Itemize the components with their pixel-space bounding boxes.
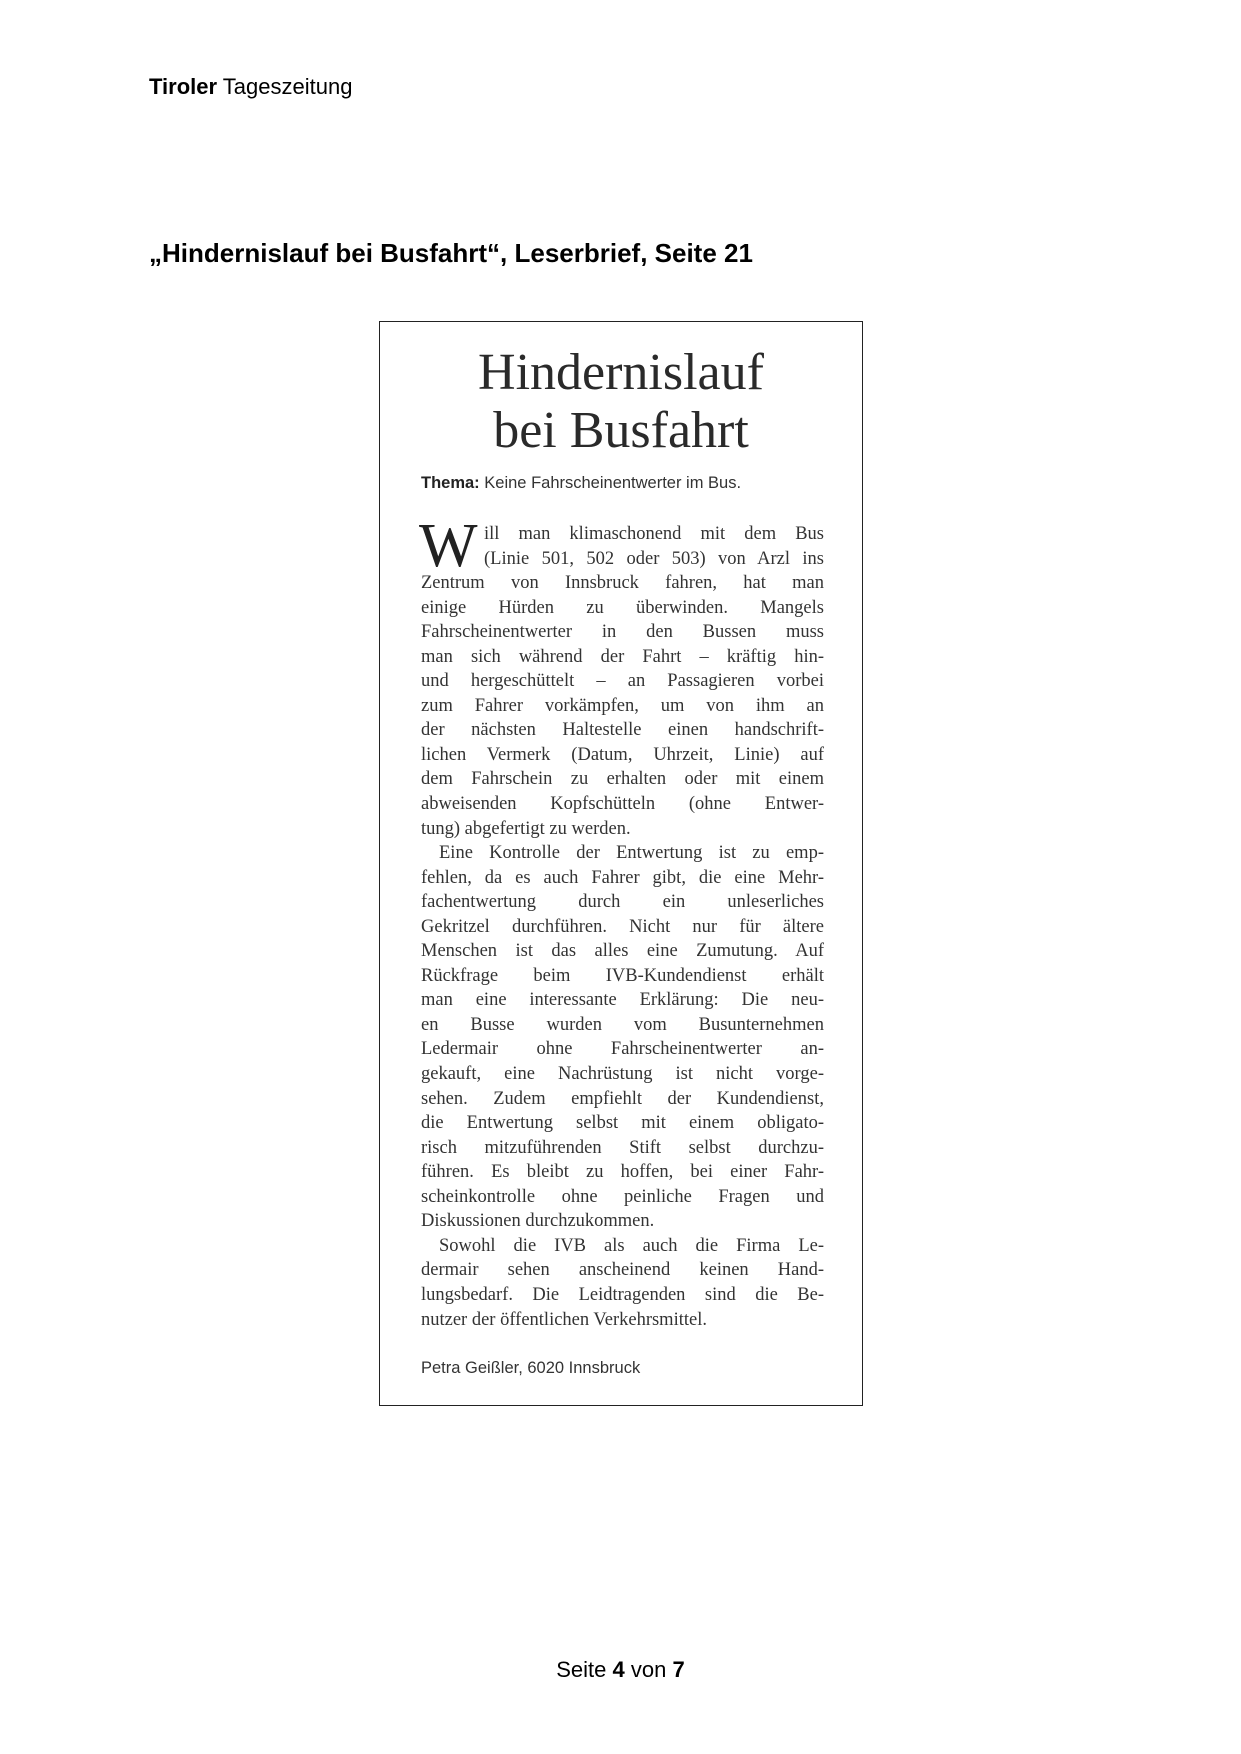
- body-line: einige Hürden zu überwinden. Mangels: [421, 597, 824, 618]
- body-line: führen. Es bleibt zu hoffen, bei einer Fahr-: [421, 1162, 824, 1183]
- body-line: man eine interessante Erklärung: Die neu-: [421, 990, 824, 1011]
- body-line: und hergeschüttelt – an Passagieren vorbei: [421, 671, 824, 692]
- body-line: Rückfrage beim IVB-Kundendienst erhält: [421, 965, 824, 986]
- body-line: (Linie 501, 502 oder 503) von Arzl ins: [484, 548, 824, 569]
- publication-name: [149, 74, 352, 100]
- body-line: fehlen, da es auch Fahrer gibt, die eine Mehr-: [421, 867, 824, 888]
- body-line: zum Fahrer vorkämpfen, um von ihm an: [421, 695, 824, 716]
- page-prefix: Seite: [556, 1657, 607, 1682]
- document-heading: „Hindernislauf bei Busfahrt“, Leserbrief, Seite 21: [149, 238, 753, 268]
- body-line: abweisenden Kopfschütteln (ohne Entwer-: [421, 794, 824, 815]
- total-pages: 7: [672, 1657, 685, 1682]
- body-line: en Busse wurden vom Busunternehmen: [421, 1014, 824, 1035]
- body-line: dermair sehen anscheinend keinen Hand-: [421, 1260, 824, 1281]
- page-number: [0, 1657, 1241, 1683]
- body-line: scheinkontrolle ohne peinliche Fragen und: [421, 1186, 824, 1207]
- body-line: lungsbedarf. Die Leidtragenden sind die Be-: [421, 1284, 824, 1305]
- body-line: man sich während der Fahrt – kräftig hin-: [421, 646, 824, 667]
- body-line: Gekritzel durchführen. Nicht nur für ältere: [421, 916, 824, 937]
- body-line: risch mitzuführenden Stift selbst durchzu-: [421, 1137, 824, 1158]
- body-line: Diskussionen durchzukommen.: [421, 1211, 655, 1232]
- article-clipping: [379, 321, 863, 1406]
- body-line: lichen Vermerk (Datum, Uhrzeit, Linie) auf: [421, 744, 824, 765]
- article-topic: [421, 474, 741, 493]
- body-line: gekauft, eine Nachrüstung ist nicht vorge-: [421, 1064, 824, 1085]
- page-of: von: [630, 1657, 667, 1682]
- body-line: Eine Kontrolle der Entwertung ist zu emp-: [439, 843, 824, 864]
- body-line: Menschen ist das alles eine Zumutung. Auf: [421, 941, 824, 962]
- body-line: sehen. Zudem empfiehlt der Kundendienst,: [421, 1088, 824, 1109]
- body-line: ill man klimaschonend mit dem Bus: [484, 524, 824, 544]
- body-line: Zentrum von Innsbruck fahren, hat man: [421, 573, 824, 594]
- article-headline: [380, 344, 862, 460]
- topic-text: Keine Fahrscheinentwerter im Bus.: [484, 474, 742, 492]
- body-line: Sowohl die IVB als auch die Firma Le-: [439, 1235, 824, 1256]
- body-line: fachentwertung durch ein unleserliches: [421, 892, 824, 913]
- body-line: dem Fahrschein zu erhalten oder mit einem: [421, 769, 824, 790]
- body-line: der nächsten Haltestelle einen handschrift-: [421, 720, 824, 741]
- headline-line: Hindernislauf: [478, 344, 764, 401]
- brand-regular: Tageszeitung: [222, 74, 353, 99]
- topic-label: Thema:: [421, 474, 480, 492]
- body-line: Ledermair ohne Fahrscheinentwerter an-: [421, 1039, 824, 1060]
- drop-cap: W: [419, 512, 478, 580]
- headline-line: bei Busfahrt: [493, 402, 749, 459]
- brand-bold: Tiroler: [149, 74, 218, 99]
- author-signature: Petra Geißler, 6020 Innsbruck: [421, 1359, 641, 1377]
- body-line: Fahrscheinentwerter in den Bussen muss: [421, 622, 824, 643]
- current-page: 4: [612, 1657, 625, 1682]
- body-line: nutzer der öffentlichen Verkehrsmittel.: [421, 1309, 707, 1330]
- body-line: die Entwertung selbst mit einem obligato-: [421, 1113, 824, 1134]
- article-body: [419, 512, 824, 1332]
- body-line: tung) abgefertigt zu werden.: [421, 818, 631, 839]
